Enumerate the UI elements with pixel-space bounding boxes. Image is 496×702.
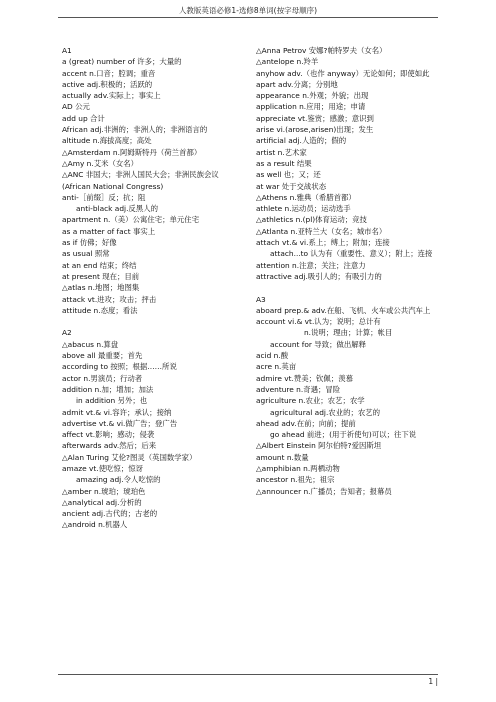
vocab-entry: △analytical adj.分析的 (62, 497, 142, 507)
vocab-entry: afterwards adv.然后；后来 (62, 441, 157, 451)
page-header: 人教版英语必修1-选修8单词(按字母顺序) (178, 6, 318, 15)
vocab-entry: above all 最重要；首先 (62, 351, 143, 361)
section-heading: A2 (62, 328, 72, 338)
vocab-entry: admit vt.& vi.容许；承认；接纳 (62, 407, 172, 417)
vocab-entry: application n.应用；用途；申请 (256, 102, 366, 112)
vocab-entry: as a result 结果 (256, 158, 312, 168)
vocab-entry: addition n.加；增加；加法 (62, 384, 154, 394)
header-divider (58, 17, 438, 18)
vocab-entry: △Anna Petrov 安娜?帕特罗夫（女名） (256, 46, 387, 55)
vocab-entry: add up 合计 (62, 113, 105, 123)
footer-divider (58, 674, 438, 675)
vocab-entry: African adj.非洲的；非洲人的；非洲语言的 (62, 125, 208, 135)
vocab-entry: go ahead 前进；(用于祈使句)可以；往下说 (270, 430, 417, 440)
vocab-entry: account vi.& vt.认为；说明；总计有 (256, 317, 381, 327)
vocab-entry: attach...to 认为有（重要性、意义）；附上；连接 (270, 249, 433, 259)
vocab-entry: ahead adv.在前；向前；提前 (256, 418, 356, 428)
vocab-entry: a (great) number of 许多；大量的 (62, 57, 182, 67)
vocab-entry: account for 导致；做出解释 (270, 339, 367, 349)
vocab-entry: agriculture n.农业；农艺；农学 (256, 396, 365, 406)
vocab-entry: attention n.注意；关注；注意力 (256, 260, 366, 270)
vocab-entry: anti-［前缀］反；抗；阻 (62, 192, 146, 202)
vocab-entry: △Athens n.雅典（希腊首都） (256, 192, 356, 202)
vocab-entry: actually adv.实际上；事实上 (62, 91, 161, 101)
vocab-entry: actor n.男演员；行动者 (62, 373, 143, 383)
vocab-entry: amazing adj.令人吃惊的 (76, 475, 161, 485)
vocab-entry: △athletics n.(pl)体育运动；竞技 (256, 215, 367, 225)
vocab-entry: accent n.口音；腔调；重音 (62, 68, 156, 78)
vocab-entry: amaze vt.使吃惊；惊讶 (62, 463, 143, 473)
vocab-entry: ancestor n.祖先；祖宗 (256, 475, 335, 485)
vocab-entry: appreciate vt.鉴赏；感激；意识到 (256, 113, 374, 123)
vocab-entry: apartment n.（美）公寓住宅；单元住宅 (62, 215, 200, 225)
vocab-entry: athlete n.运动员；运动选手 (256, 204, 351, 214)
vocab-entry: in addition 另外；也 (76, 396, 148, 406)
vocab-entry: appearance n.外观；外貌；出现 (256, 91, 369, 101)
vocab-entry: △antelope n.羚羊 (256, 57, 319, 67)
vocab-entry: arise vi.(arose,arisen)出现；发生 (256, 125, 374, 135)
vocab-entry: △Amy n.艾米（女名） (62, 158, 139, 168)
vocab-entry: AD 公元 (62, 102, 90, 112)
vocab-entry: △Amsterdam n.阿姆斯特丹（荷兰首都） (62, 147, 202, 157)
vocab-entry: advertise vt.& vi.做广告；登广告 (62, 418, 178, 428)
vocab-entry: ancient adj.古代的；古老的 (62, 509, 158, 519)
vocab-entry: amount n.数量 (256, 452, 309, 462)
right-column (256, 45, 434, 497)
vocab-entry: △abacus n.算盘 (62, 339, 119, 349)
vocab-entry: anyhow adv.（也作 anyway）无论如何；即使如此 (256, 68, 430, 78)
section-heading: A3 (256, 294, 266, 304)
vocab-entry: △amphibian n.两栖动物 (256, 463, 340, 473)
vocab-entry: at present 现在；目前 (62, 271, 140, 281)
vocab-entry: △ANC 非国大；非洲人国民大会；非洲民族会议(African National Congress) (62, 170, 219, 191)
vocab-entry: at war 处于交战状态 (256, 181, 327, 191)
vocab-entry: agricultural adj.农业的；农艺的 (270, 407, 381, 417)
vocab-entry: △Albert Einstein 阿尔伯特?爱因斯坦 (256, 441, 382, 451)
vocab-entry: n.说明；理由；计算；帐目 (304, 328, 393, 338)
vocab-entry: △atlas n.地图；地图集 (62, 283, 140, 293)
vocab-entry: aboard prep.& adv.在船、飞机、火车或公共汽车上 (256, 305, 431, 315)
vocab-entry: attack vt.进攻；攻击；抨击 (62, 294, 157, 304)
vocab-entry: attach vt.& vi.系上；缚上；附加；连接 (256, 238, 390, 248)
vocab-entry: acre n.英亩 (256, 362, 297, 372)
vocab-entry: active adj.积极的；活跃的 (62, 79, 153, 89)
vocab-entry: altitude n.海拔高度；高处 (62, 136, 152, 146)
vocab-entry: anti-black adj.反黑人的 (76, 204, 158, 214)
vocab-entry: attitude n.态度；看法 (62, 305, 138, 315)
vocab-entry: as usual 照常 (62, 249, 110, 259)
vocab-entry: △Alan Turing 艾伦?图灵（英国数学家） (62, 452, 197, 462)
vocab-entry: attractive adj.吸引人的；有吸引力的 (256, 271, 382, 281)
vocab-entry: apart adv.分离；分别地 (256, 79, 338, 89)
vocab-entry: as if 仿佛；好像 (62, 238, 117, 248)
page-number: 1 | (428, 677, 438, 686)
vocab-entry: △android n.机器人 (62, 520, 128, 530)
vocab-entry: adventure n.奇遇；冒险 (256, 384, 341, 394)
vocab-entry: at an end 结束；终结 (62, 260, 137, 270)
vocab-entry: admire vt.赞美；钦佩；羡慕 (256, 373, 353, 383)
vocab-entry: artificial adj.人造的；假的 (256, 136, 347, 146)
vocab-entry: affect vt.影响；感动；侵袭 (62, 430, 155, 440)
vocab-entry: artist n.艺术家 (256, 147, 307, 157)
vocab-entry: △announcer n.广播员；告知者；报幕员 (256, 486, 392, 496)
section-heading: A1 (62, 46, 72, 55)
vocab-entry: as a matter of fact 事实上 (62, 226, 156, 236)
left-column (62, 45, 240, 531)
vocab-entry: as well 也；又；还 (256, 170, 321, 180)
vocab-entry: △Atlanta n.亚特兰大（女名；城市名） (256, 226, 387, 236)
vocab-entry: acid n.酸 (256, 351, 289, 361)
vocab-entry: according to 按照；根据……所说 (62, 362, 177, 372)
vocab-entry: △amber n.琥珀；琥珀色 (62, 486, 146, 496)
